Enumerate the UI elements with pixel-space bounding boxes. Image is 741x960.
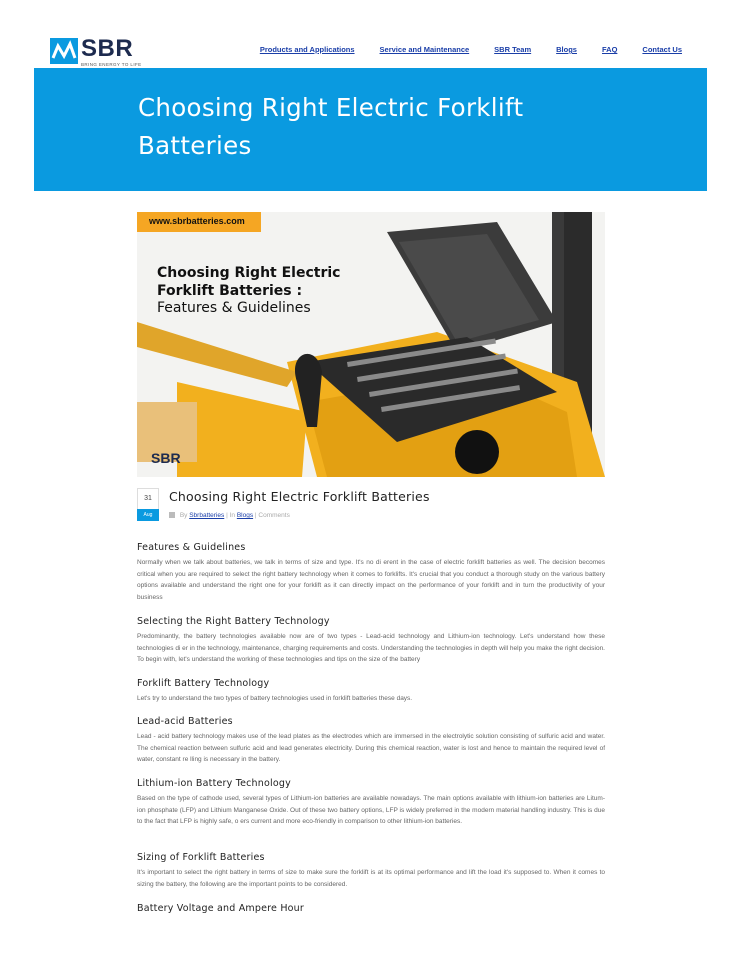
logo-tagline: BRING ENERGY TO LIFE — [81, 62, 142, 67]
section-heading: Features & Guidelines — [137, 542, 246, 553]
site-logo[interactable] — [50, 36, 140, 68]
section-technology — [137, 678, 605, 705]
section-features — [137, 542, 605, 603]
nav-service[interactable]: Service and Maintenance — [379, 45, 470, 54]
post-date-badge — [137, 488, 159, 521]
meta-separator: | — [254, 512, 257, 519]
section-heading: Battery Voltage and Ampere Hour — [137, 903, 304, 914]
section-body: Lead - acid battery technology makes use of the lead plates as the electrodes which are immersed in the electrolytic solution consisting of sulfuric acid and water. The chemical reaction between sulfuric acid and lead generates electricity. During this chemical reaction, water is lost and hence to maintain the required level of water, constant re lling is necessary in the battery. — [137, 733, 605, 764]
logo-mark-icon — [50, 38, 78, 64]
in-label: In — [229, 512, 236, 519]
post-date-month: Aug — [137, 509, 159, 521]
nav-contact[interactable]: Contact Us — [642, 45, 682, 54]
section-body: Based on the type of cathode used, several types of Lithium-ion batteries are available nowadays. The main options available with lithium-ion batteries are Litum-ion phosphate (LFP) and Lithium Manganese Oxide. Out of these two battery options, LFP is widely preferred in the modern material handling industry. This is due to the fact that LFP is highly safe, o ers current and more eco-friendly in comparison to other lithium-ion batteries. — [137, 795, 605, 826]
section-heading: Lead-acid Batteries — [137, 716, 233, 727]
section-heading: Selecting the Right Battery Technology — [137, 616, 330, 627]
hero-title: Choosing Right Electric Forklift Batteries : — [157, 265, 341, 299]
hero-subtitle: Features & Guidelines — [157, 300, 311, 316]
page-title: Choosing Right Electric Forklift Batteries — [138, 93, 524, 160]
section-heading: Lithium-ion Battery Technology — [137, 778, 291, 789]
hero-image — [137, 212, 605, 477]
category-link[interactable]: Blogs — [236, 512, 254, 519]
section-selecting — [137, 616, 605, 666]
logo-text: SBR — [81, 35, 134, 62]
nav-products[interactable]: Products and Applications — [259, 45, 355, 54]
nav-team[interactable]: SBR Team — [494, 45, 532, 54]
main-nav — [235, 45, 682, 54]
post-meta — [169, 512, 290, 519]
section-lead-acid — [137, 716, 605, 766]
hero-url: www.sbrbatteries.com — [137, 212, 261, 232]
forklift-illustration-icon — [137, 212, 605, 477]
section-sizing — [137, 852, 605, 890]
nav-faq[interactable]: FAQ — [601, 45, 618, 54]
page-banner — [34, 68, 707, 191]
section-body: Normally when we talk about batteries, we talk in terms of size and type. It's no di erent in the case of electric forklift batteries as well. The decision becomes critical when you are required to select the right battery technology when it comes to forklifts. It's crucial that you conduct a thorough study on the various battery options available and understand the right one for your forklift as it can directly impact on the performance of your forklift and in turn the productivity of your business — [137, 559, 605, 601]
section-heading: Sizing of Forklift Batteries — [137, 852, 265, 863]
section-voltage — [137, 903, 605, 918]
section-body: It's important to select the right battery in terms of size to make sure the forklift is at its optimal performance and lift the load it's supposed to. When it comes to sizing the battery, the following are the important points to be considered. — [137, 869, 605, 888]
site-header — [34, 30, 707, 68]
comments-link[interactable]: Comments — [258, 512, 290, 519]
section-body: Predominantly, the battery technologies available now are of two types - Lead-acid technology and Lithium-ion technology. Let's understand how these technologies di er in the technology, maintenance, charging requirements and costs. Understanding the technologies in depth will help you make the right decision. To begin with, let's understand the working of these technologies and tips on the size of the battery — [137, 633, 605, 664]
author-link[interactable]: Sbrbatteries — [189, 512, 225, 519]
section-body: Let's try to understand the two types of battery technologies used in forklift batteries these days. — [137, 695, 413, 702]
by-label: By — [179, 512, 188, 519]
section-heading: Forklift Battery Technology — [137, 678, 270, 689]
hero-logo: SBR — [151, 450, 181, 466]
post-date-day: 31 — [144, 495, 152, 502]
meta-separator: | — [226, 512, 228, 519]
nav-blogs[interactable]: Blogs — [556, 45, 577, 54]
post-title: Choosing Right Electric Forklift Batteries — [169, 489, 430, 504]
author-icon — [169, 512, 175, 518]
section-lithium-ion — [137, 778, 605, 828]
